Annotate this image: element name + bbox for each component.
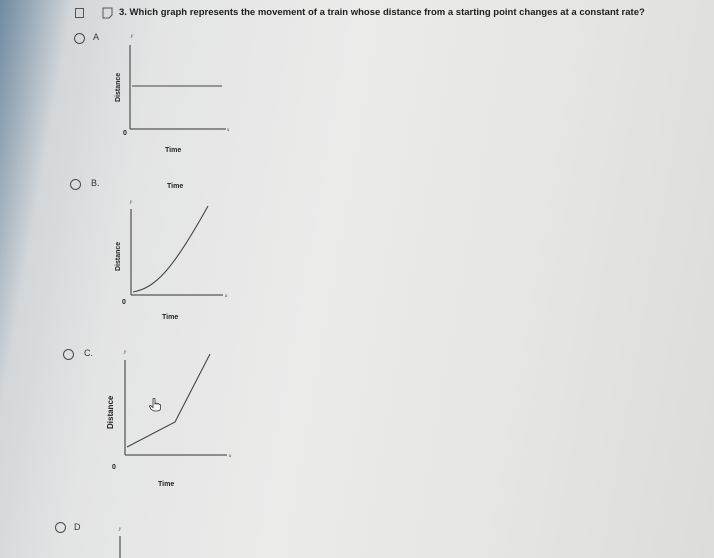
option-b-radio[interactable]: [70, 179, 81, 190]
flag-icon[interactable]: [102, 7, 114, 19]
question-text: 3. Which graph represents the movement of a train whose distance from a starting point changes at a constant rate?: [119, 7, 645, 18]
graph-c-origin: 0: [112, 464, 116, 471]
bookmark-icon[interactable]: [75, 8, 84, 18]
option-d-label: D: [74, 522, 81, 532]
option-c-label: C.: [84, 348, 93, 358]
graph-c-y-axis-label: y: [124, 350, 127, 355]
graph-b-x-axis-label: x: [225, 294, 228, 299]
graph-a-ylabel: Distance: [115, 72, 122, 102]
graph-d-y-axis-label: y: [119, 527, 122, 532]
graph-c-ylabel: Distance: [106, 395, 115, 429]
graph-a: [100, 30, 240, 160]
hand-cursor-icon: [149, 398, 161, 412]
graph-a-origin: 0: [123, 130, 127, 137]
graph-c-line: [127, 354, 210, 447]
graph-b-xlabel: Time: [162, 314, 179, 321]
graph-b: [100, 176, 240, 326]
graph-c-x-axis-label: x: [229, 454, 232, 459]
graph-d: [110, 520, 140, 558]
graph-c-xlabel: Time: [158, 481, 175, 488]
graph-a-y-axis-label: y: [131, 34, 134, 39]
option-d-radio[interactable]: [55, 522, 66, 533]
graph-b-y-axis-label: y: [130, 200, 133, 205]
graph-a-xlabel: Time: [165, 147, 182, 154]
graph-b-curve: [133, 206, 208, 292]
option-b-label: B.: [91, 178, 100, 188]
graph-b-title: Time: [167, 183, 184, 190]
option-a-radio[interactable]: [74, 33, 85, 44]
graph-b-origin: 0: [122, 299, 126, 306]
graph-a-x-axis-label: x: [227, 128, 230, 133]
option-a-label: A: [93, 32, 100, 42]
option-c-radio[interactable]: [63, 349, 74, 360]
graph-c: [96, 343, 241, 493]
graph-b-ylabel: Distance: [115, 241, 122, 271]
